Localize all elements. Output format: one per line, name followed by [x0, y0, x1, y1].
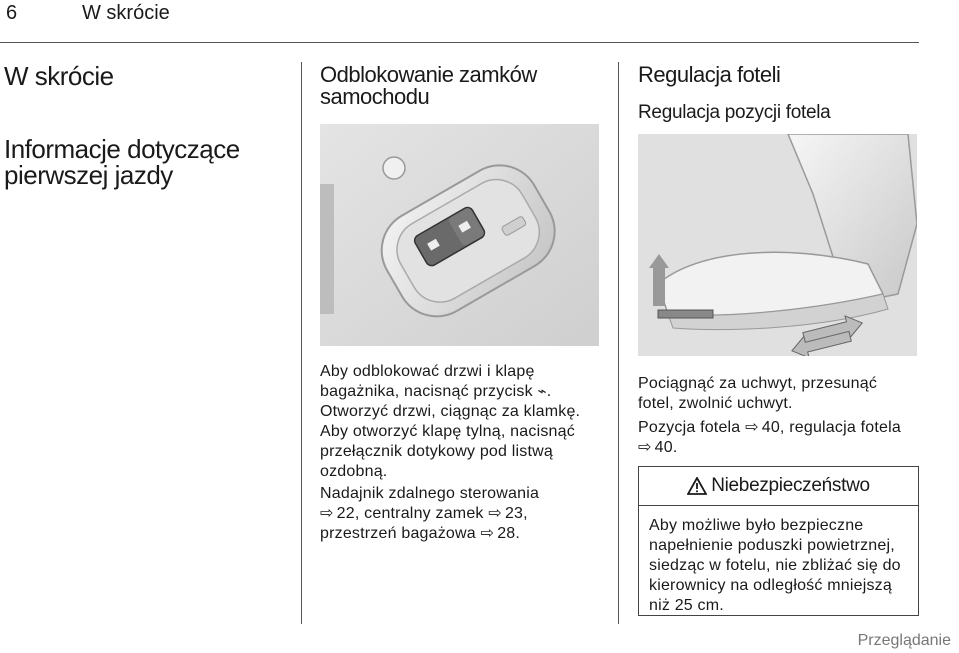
unlock-icon: ⌁: [537, 383, 547, 400]
section-subheading: Informacje dotyczące pierwszej jazdy: [4, 134, 240, 190]
reference-arrow-icon: ⇨: [745, 419, 759, 436]
warning-triangle-icon: [687, 477, 707, 495]
reference-arrow-icon: ⇨: [320, 505, 334, 522]
seats-subheading: Regulacja pozycji fotela: [638, 102, 831, 123]
danger-warning-box: [638, 466, 919, 616]
running-header-title: W skrócie: [82, 2, 170, 24]
warning-body: Aby możliwe było bezpieczne napełnienie poduszki powietrznej, siedząc w fotelu, nie zbliżać się do kierownicy na odległość mniejszą niż 25 cm.: [649, 517, 901, 614]
remote-key-fob-icon: [320, 124, 599, 346]
page-number: 6: [6, 2, 18, 24]
seat-references: Pozycja fotela ⇨ 40, regulacja fotela ⇨ 40.: [638, 419, 901, 456]
reference-link-lock-page[interactable]: 23,: [504, 505, 528, 522]
browse-link[interactable]: Przeglądanie: [857, 632, 951, 649]
warning-title: Niebezpieczeństwo: [711, 475, 870, 496]
reference-arrow-icon: ⇨: [638, 439, 652, 456]
seat-instructions: Pociągnąć za uchwyt, przesunąć fotel, zwolnić uchwyt.: [638, 375, 878, 412]
reference-arrow-icon: ⇨: [480, 525, 495, 542]
remote-control-references: Nadajnik zdalnego sterowania ⇨ 22, centralny zamek ⇨ 23, przestrzeń bagażowa ⇨ 28.: [320, 485, 540, 542]
seat-adjustment-icon: [638, 134, 917, 356]
reference-arrow-icon: ⇨: [488, 505, 502, 522]
reference-link-central-lock[interactable]: 22, centralny zamek: [336, 505, 484, 522]
key-fob-figure: [320, 124, 599, 346]
column-divider-right: [618, 62, 619, 624]
warning-header: [639, 467, 918, 506]
unlock-heading: Odblokowanie zamków samochodu: [320, 62, 537, 109]
column-divider-left: [301, 62, 302, 624]
unlock-instructions: Aby odblokować drzwi i klapę bagażnika, nacisnąć przycisk ⌁. Otworzyć drzwi, ciągnąc za klamkę. Aby otworzyć klapę tylną, nacisnąć przełącznik dotykowy pod listwą ozdobną.: [320, 363, 581, 480]
header-divider: [0, 42, 919, 43]
reference-link-seat-adjustment[interactable]: 40.: [654, 439, 678, 456]
reference-link-trunk[interactable]: 28.: [497, 525, 521, 542]
reference-link-seat-position[interactable]: 40, regulacja fotela: [761, 419, 901, 436]
seats-heading: Regulacja foteli: [638, 62, 781, 87]
seat-figure: [638, 134, 917, 356]
section-heading: W skrócie: [4, 61, 114, 91]
